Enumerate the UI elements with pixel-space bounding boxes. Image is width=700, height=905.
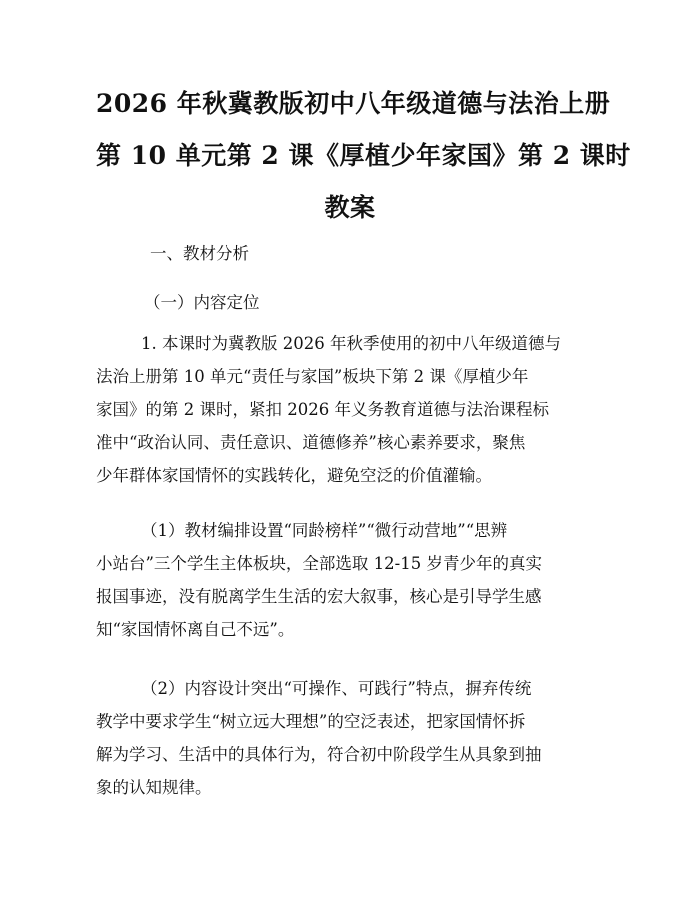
title-line: 教案 [324,193,376,222]
paragraph-line: （1）教材编排设置“同龄榜样”“微行动营地”“思辨 [141,521,508,540]
paragraph-line: 解为学习、生活中的具体行为，符合初中阶段学生从具象到抽 [96,745,542,764]
paragraph [96,672,606,804]
paragraph-line: （2）内容设计突出“可操作、可践行”特点，摒弃传统 [141,679,532,698]
paragraph-line: 少年群体家国情怀的实践转化，避免空泛的价值灌输。 [96,466,492,485]
paragraph-line: 报国事迹，没有脱离学生生活的宏大叙事，核心是引导学生感 [96,587,542,606]
paragraph-line: 1. 本课时为冀教版 2026 年秋季使用的初中八年级道德与 [141,334,561,353]
paragraph-line: 象的认知规律。 [96,778,212,797]
paragraph-line: 法治上册第 10 单元“责任与家国”板块下第 2 课《厚植少年 [96,367,529,386]
paragraph-line: 准中“政治认同、责任意识、道德修养”核心素养要求，聚焦 [96,433,526,452]
title-line: 第 10 单元第 2 课《厚植少年家国》第 2 课时 [96,141,631,170]
subsection-heading: （一）内容定位 [144,293,260,312]
paragraph-line: 知“家国情怀离自己不远”。 [96,620,295,639]
paragraph-line: 教学中要求学生“树立远大理想”的空泛表述，把家国情怀拆 [96,712,526,731]
section-heading: 一、教材分析 [150,244,249,263]
title-line: 2026 年秋冀教版初中八年级道德与法治上册 [96,89,611,118]
paragraph [96,514,606,646]
document-title [96,78,631,234]
paragraph [96,327,606,492]
paragraph-line: 家国》的第 2 课时，紧扣 2026 年义务教育道德与法治课程标 [96,400,549,419]
paragraph-line: 小站台”三个学生主体板块，全部选取 12-15 岁青少年的真实 [96,554,542,573]
